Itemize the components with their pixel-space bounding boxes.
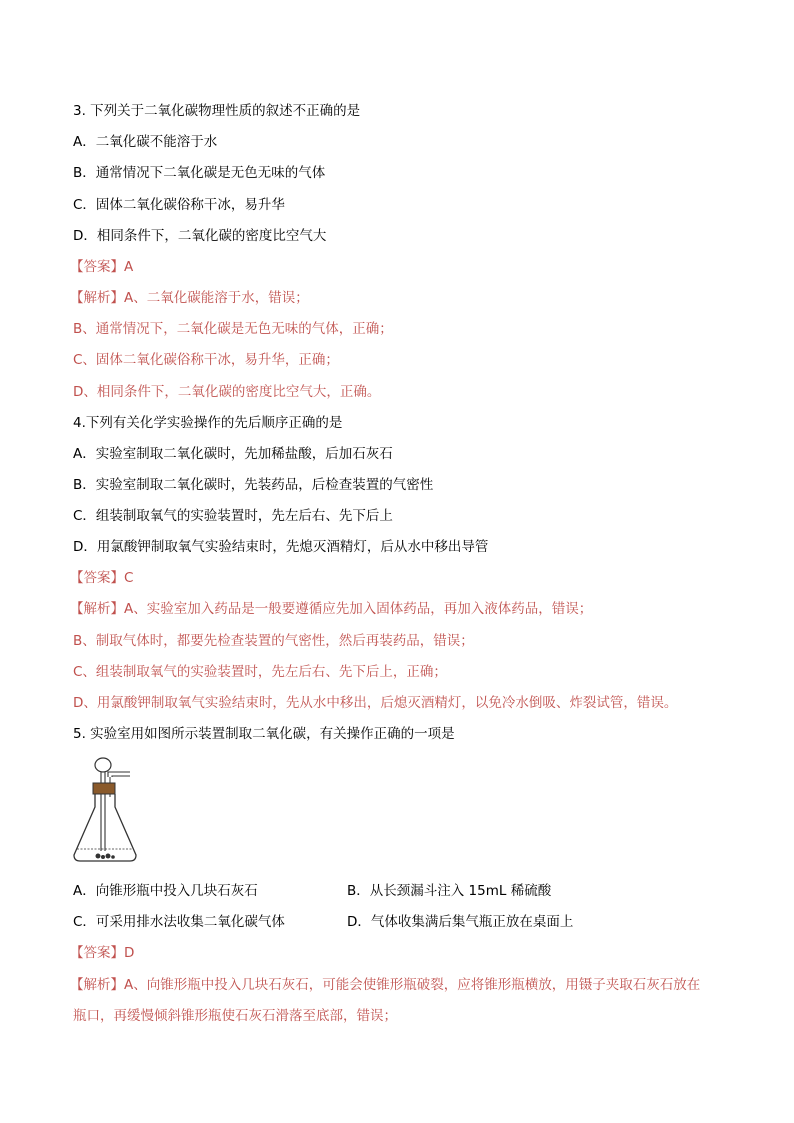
- q3-option-c: C．固体二氧化碳俗称干冰，易升华: [73, 197, 285, 213]
- q5-option-d: D．气体收集满后集气瓶正放在桌面上: [347, 914, 574, 930]
- answer-label: 【答案】: [70, 945, 124, 961]
- q5-stem: 5. 实验室用如图所示装置制取二氧化碳，有关操作正确的一项是: [73, 726, 455, 742]
- q3-option-a: A．二氧化碳不能溶于水: [73, 134, 218, 150]
- q4-option-c: C．组装制取氧气的实验装置时，先左后右、先下后上: [73, 508, 393, 524]
- q3-analysis-3: C、固体二氧化碳俗称干冰，易升华，正确；: [73, 352, 339, 368]
- q3-option-d: D．相同条件下，二氧化碳的密度比空气大: [73, 228, 327, 244]
- q3-analysis-4: D、相同条件下，二氧化碳的密度比空气大，正确。: [73, 384, 381, 400]
- answer-value: C: [124, 570, 134, 586]
- q4-analysis-1: [70, 600, 592, 618]
- rubber-stopper: [93, 783, 115, 794]
- q4-answer: [70, 569, 133, 587]
- q4-option-b: B．实验室制取二氧化碳时，先装药品，后检查装置的气密性: [73, 477, 434, 493]
- analysis-label: 【解析】: [70, 601, 124, 617]
- limestone-pieces: [96, 854, 101, 859]
- q3-option-b: B．通常情况下二氧化碳是无色无味的气体: [73, 165, 326, 181]
- analysis-text: A、二氧化碳能溶于水，错误；: [124, 290, 309, 306]
- q4-analysis-3: C、组装制取氧气的实验装置时，先左后右、先下后上，正确；: [73, 664, 447, 680]
- q3-stem: 3. 下列关于二氧化碳物理性质的叙述不正确的是: [73, 103, 361, 119]
- analysis-label: 【解析】: [70, 977, 124, 993]
- answer-label: 【答案】: [70, 259, 124, 275]
- q4-stem: 4.下列有关化学实验操作的先后顺序正确的是: [73, 415, 343, 431]
- funnel-bulb: [95, 758, 111, 772]
- erlenmeyer-flask-apparatus-figure: [70, 755, 150, 867]
- q5-option-c: C．可采用排水法收集二氧化碳气体: [73, 914, 285, 930]
- q5-option-a: A．向锥形瓶中投入几块石灰石: [73, 883, 258, 899]
- answer-value: D: [124, 945, 135, 961]
- analysis-label: 【解析】: [70, 290, 124, 306]
- q5-analysis-2: 瓶口，再缓慢倾斜锥形瓶使石灰石滑落至底部，错误；: [73, 1008, 397, 1024]
- q4-option-a: A．实验室制取二氧化碳时，先加稀盐酸，后加石灰石: [73, 446, 393, 462]
- analysis-text: A、实验室加入药品是一般要遵循应先加入固体药品，再加入液体药品，错误；: [124, 601, 593, 617]
- q3-analysis-2: B、通常情况下，二氧化碳是无色无味的气体，正确；: [73, 321, 393, 337]
- q4-analysis-2: B、制取气体时，都要先检查装置的气密性，然后再装药品，错误；: [73, 633, 474, 649]
- answer-label: 【答案】: [70, 570, 124, 586]
- q5-option-b: B．从长颈漏斗注入 15mL 稀硫酸: [347, 883, 552, 899]
- q4-analysis-4: D、用氯酸钾制取氧气实验结束时，先从水中移出，后熄灭酒精灯，以免冷水倒吸、炸裂试管，错误。: [73, 695, 678, 711]
- answer-value: A: [124, 259, 134, 275]
- q4-option-d: D．用氯酸钾制取氧气实验结束时，先熄灭酒精灯，后从水中移出导管: [73, 539, 489, 555]
- analysis-text: A、向锥形瓶中投入几块石灰石，可能会使锥形瓶破裂，应将锥形瓶横放，用镊子夹取石灰石放在: [124, 977, 701, 993]
- q3-analysis-1: [70, 289, 309, 307]
- q3-answer: [70, 258, 133, 276]
- q5-analysis-1: [70, 976, 700, 994]
- q5-answer: [70, 944, 134, 962]
